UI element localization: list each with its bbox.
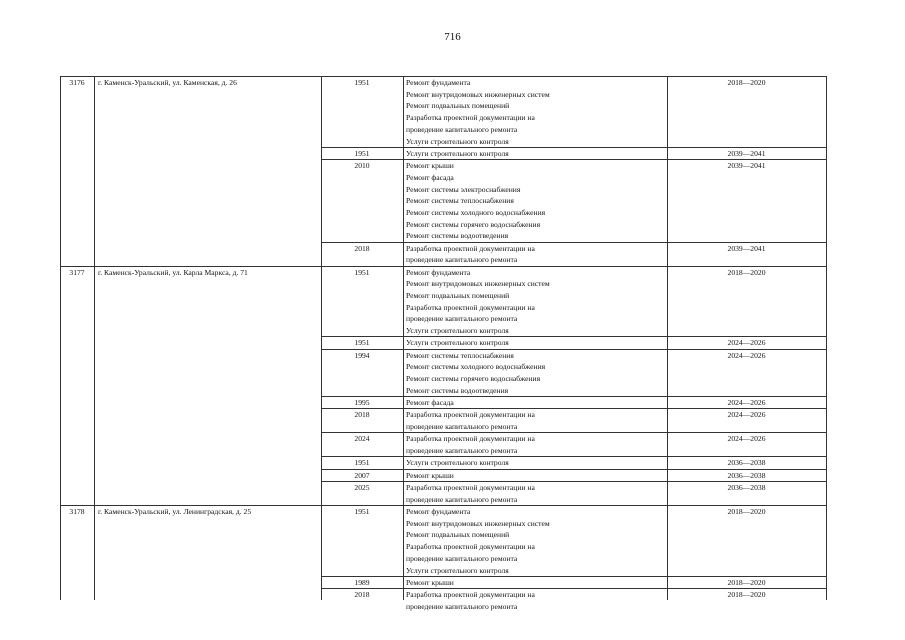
page-number: 716 bbox=[444, 31, 461, 43]
row-number: 3176 bbox=[69, 78, 85, 87]
build-year: 1994 bbox=[354, 350, 370, 360]
column-border bbox=[94, 76, 95, 600]
work-line: Разработка проектной документации на bbox=[406, 410, 535, 420]
build-year: 1989 bbox=[354, 577, 370, 587]
work-line: Ремонт фундамента bbox=[406, 267, 471, 277]
work-line: Ремонт системы холодного водоснабжения bbox=[406, 207, 546, 217]
build-year: 1951 bbox=[354, 458, 370, 468]
work-line: проведение капитального ремонта bbox=[406, 494, 518, 504]
work-line: Ремонт крыши bbox=[406, 577, 454, 587]
build-year: 2010 bbox=[354, 161, 370, 171]
repair-period: 2039—2041 bbox=[727, 243, 766, 253]
build-year: 1951 bbox=[354, 78, 370, 87]
house-address: г. Каменск-Уральский, ул. Ленинградская, д. 25 bbox=[98, 507, 252, 516]
work-line: Услуги строительного контроля bbox=[406, 458, 509, 468]
repair-period: 2018—2020 bbox=[727, 577, 766, 587]
work-line: Ремонт системы теплоснабжения bbox=[406, 196, 514, 206]
repair-period: 2018—2020 bbox=[727, 507, 766, 516]
repair-period: 2018—2020 bbox=[727, 267, 766, 277]
repair-period: 2039—2041 bbox=[727, 148, 766, 158]
work-line: Разработка проектной документации на bbox=[406, 542, 535, 552]
work-line: проведение капитального ремонта bbox=[406, 255, 518, 265]
build-year: 2018 bbox=[354, 243, 370, 253]
work-line: Ремонт подвальных помещений bbox=[406, 530, 510, 540]
work-line: Ремонт подвальных помещений bbox=[406, 291, 510, 300]
repair-period: 2039—2041 bbox=[727, 161, 766, 171]
work-line: Ремонт системы холодного водоснабжения bbox=[406, 362, 546, 372]
build-year: 2018 bbox=[354, 590, 370, 600]
repair-period: 2018—2020 bbox=[727, 78, 766, 87]
repair-period: 2018—2020 bbox=[727, 590, 766, 600]
work-line: Ремонт системы горячего водоснабжения bbox=[406, 374, 541, 384]
work-line: Ремонт внутридомовых инженерных систем bbox=[406, 89, 550, 99]
build-year: 2024 bbox=[354, 434, 370, 444]
work-line: Услуги строительного контроля bbox=[406, 136, 509, 146]
row-number: 3177 bbox=[69, 267, 85, 277]
work-line: Разработка проектной документации на bbox=[406, 113, 535, 123]
work-line: Ремонт фундамента bbox=[406, 507, 471, 516]
work-line: Услуги строительного контроля bbox=[406, 148, 509, 158]
row-number: 3178 bbox=[69, 507, 85, 516]
work-line: Услуги строительного контроля bbox=[406, 326, 509, 336]
repair-period: 2024—2026 bbox=[727, 350, 766, 360]
capital-repair-table bbox=[60, 76, 826, 611]
work-line: Ремонт внутридомовых инженерных систем bbox=[406, 518, 550, 528]
work-line: проведение капитального ремонта bbox=[406, 601, 518, 611]
build-year: 1951 bbox=[354, 507, 370, 516]
work-line: Ремонт крыши bbox=[406, 161, 454, 171]
work-line: Услуги строительного контроля bbox=[406, 338, 509, 348]
work-line: Ремонт внутридомовых инженерных систем bbox=[406, 279, 550, 289]
work-line: проведение капитального ремонта bbox=[406, 422, 518, 432]
work-line: Ремонт фасада bbox=[406, 398, 454, 408]
house-address: г. Каменск-Уральский, ул. Каменская, д. 26 bbox=[98, 78, 237, 87]
work-line: Ремонт системы горячего водоснабжения bbox=[406, 219, 541, 229]
repair-period: 2036—2038 bbox=[727, 458, 766, 468]
repair-period: 2024—2026 bbox=[727, 434, 766, 444]
repair-period: 2024—2026 bbox=[727, 398, 766, 408]
work-line: Разработка проектной документации на bbox=[406, 243, 535, 253]
work-line: Ремонт системы водоотведения bbox=[406, 385, 509, 395]
work-line: Ремонт системы электроснабжения bbox=[406, 184, 521, 194]
build-year: 2007 bbox=[354, 470, 370, 480]
work-line: Услуги строительного контроля bbox=[406, 565, 509, 575]
repair-period: 2036—2038 bbox=[727, 483, 766, 492]
work-line: проведение капитального ремонта bbox=[406, 124, 518, 134]
work-line: проведение капитального ремонта bbox=[406, 314, 518, 324]
house-address: г. Каменск-Уральский, ул. Карла Маркса, д. 71 bbox=[98, 267, 248, 277]
work-line: Ремонт крыши bbox=[406, 470, 454, 480]
work-line: Ремонт подвальных помещений bbox=[406, 101, 510, 111]
work-line: Разработка проектной документации на bbox=[406, 483, 535, 492]
build-year: 1951 bbox=[354, 148, 370, 158]
column-border bbox=[826, 76, 827, 600]
work-line: Разработка проектной документации на bbox=[406, 434, 535, 444]
build-year: 2025 bbox=[354, 483, 370, 492]
repair-period: 2024—2026 bbox=[727, 410, 766, 420]
work-line: Ремонт системы водоотведения bbox=[406, 231, 509, 241]
repair-period: 2036—2038 bbox=[727, 470, 766, 480]
repair-period: 2024—2026 bbox=[727, 338, 766, 348]
work-line: Ремонт системы теплоснабжения bbox=[406, 350, 514, 360]
work-line: Разработка проектной документации на bbox=[406, 302, 535, 312]
build-year: 2018 bbox=[354, 410, 370, 420]
column-border bbox=[403, 76, 404, 600]
work-line: проведение капитального ремонта bbox=[406, 446, 518, 456]
work-line: Разработка проектной документации на bbox=[406, 590, 535, 600]
work-line: проведение капитального ремонта bbox=[406, 553, 518, 563]
work-line: Ремонт фасада bbox=[406, 172, 454, 182]
build-year: 1951 bbox=[354, 338, 370, 348]
column-border bbox=[60, 76, 61, 600]
build-year: 1951 bbox=[354, 267, 370, 277]
work-line: Ремонт фундамента bbox=[406, 78, 471, 87]
build-year: 1995 bbox=[354, 398, 370, 408]
